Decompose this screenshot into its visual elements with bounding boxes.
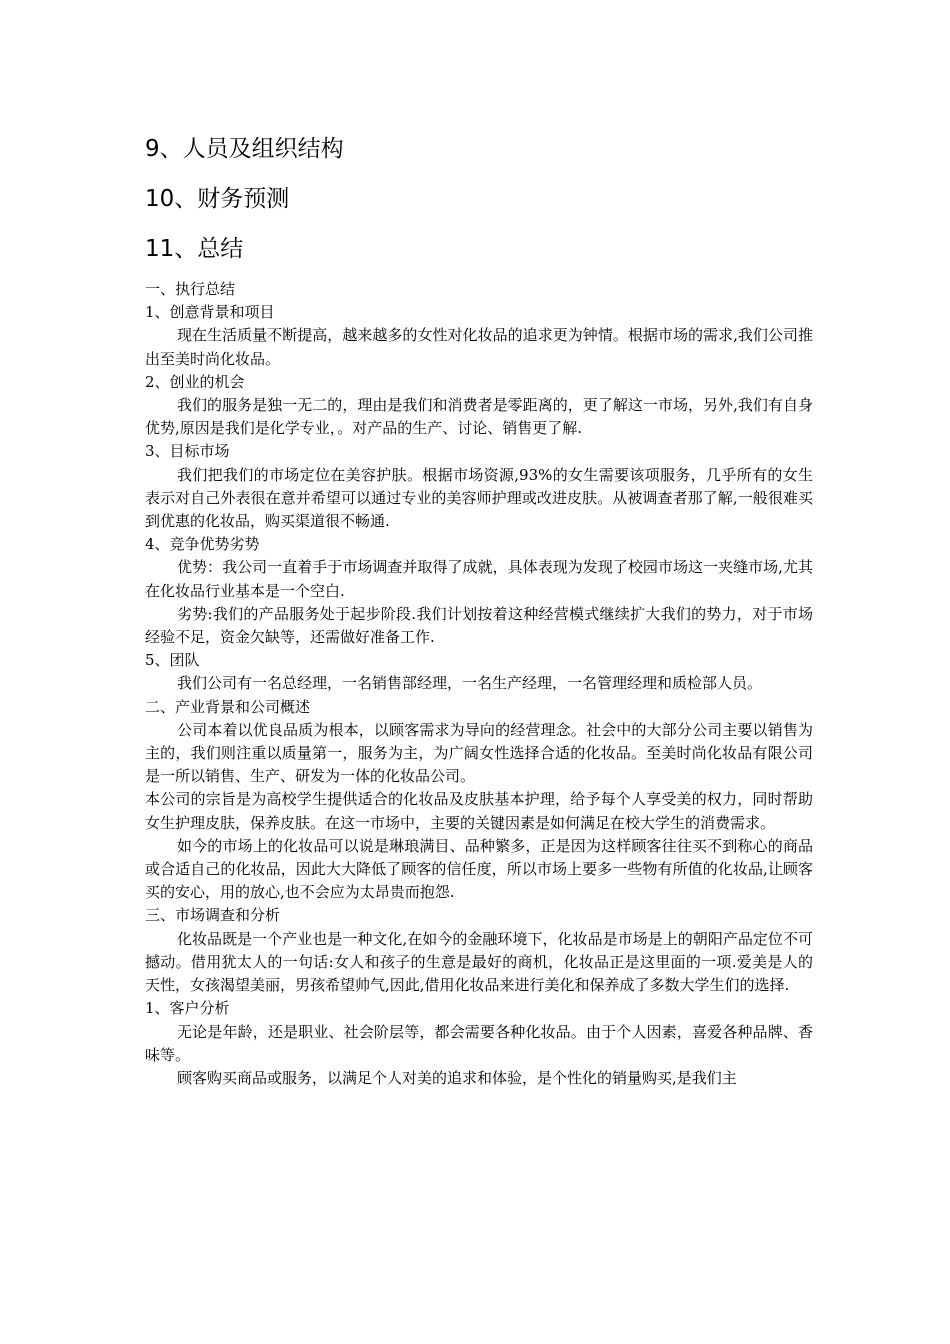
paragraph: 公司本着以优良品质为根本，以顾客需求为导向的经营理念。社会中的大部分公司主要以销售为主的，我们则注重以质量第一，服务为主，为广阔女性选择合适的化妆品。至美时尚化妆品有限公司是一所以销售、生产、研发为一体的化妆品公司。	[145, 720, 813, 786]
subsection-competitive-strengths-weaknesses: 4、竞争优势劣势	[145, 535, 260, 554]
heading-summary: 11、总结	[145, 236, 244, 262]
paragraph: 如今的市场上的化妆品可以说是琳琅满目、品种繁多，正是因为这样顾客往往买不到称心的商品或合适自己的化妆品，因此大大降低了顾客的信任度，所以市场上要多一些物有所值的化妆品,让顾客买的安心，用的放心,也不会应为太昂贵而抱怨.	[145, 836, 813, 902]
section-industry-background: 二、产业背景和公司概述	[145, 697, 311, 716]
subsection-business-opportunity: 2、创业的机会	[145, 372, 245, 391]
section-market-research: 三、市场调查和分析	[145, 906, 281, 925]
paragraph: 优势：我公司一直着手于市场调查并取得了成就，具体表现为发现了校园市场这一夹缝市场,尤其在化妆品行业基本是一个空白.	[145, 558, 813, 600]
paragraph: 我们的服务是独一无二的，理由是我们和消费者是零距离的，更了解这一市场，另外,我们有自身优势,原因是我们是化学专业，。对产品的生产、讨论、销售更了解.	[145, 396, 813, 438]
paragraph: 无论是年龄，还是职业、社会阶层等，都会需要各种化妆品。由于个人因素，喜爱各种品牌、香味等。	[145, 1022, 813, 1064]
heading-financial-forecast: 10、财务预测	[145, 186, 290, 212]
paragraph: 我们把我们的市场定位在美容护肤。根据市场资源,93%的女生需要该项服务，几乎所有的女生表示对自己外表很在意并希望可以通过专业的美容师护理或改进皮肤。从被调查者那了解,一般很难买到优惠的化妆品，购买渠道很不畅通.	[145, 465, 813, 531]
subsection-team: 5、团队	[145, 651, 200, 670]
heading-personnel-organization: 9、人员及组织结构	[145, 136, 344, 162]
section-executive-summary: 一、执行总结	[145, 280, 236, 298]
subsection-target-market: 3、目标市场	[145, 442, 230, 461]
document-page	[145, 132, 813, 1090]
paragraph: 现在生活质量不断提高，越来越多的女性对化妆品的追求更为钟情。根据市场的需求,我们公司推出至美时尚化妆品。	[145, 326, 813, 368]
paragraph: 劣势:我们的产品服务处于起步阶段.我们计划按着这种经营模式继续扩大我们的势力，对于市场经验不足，资金欠缺等，还需做好准备工作.	[145, 604, 813, 647]
paragraph: 我们公司有一名总经理，一名销售部经理，一名生产经理，一名管理经理和质检部人员。	[177, 674, 763, 693]
paragraph: 化妆品既是一个产业也是一种文化,在如今的金融环境下，化妆品是市场是上的朝阳产品定位不可撼动。借用犹太人的一句话:女人和孩子的生意是最好的商机，化妆品正是这里面的一项.爱美是人的天性，女孩渴望美丽，男孩希望帅气,因此,借用化妆品来进行美化和保养成了多数大学生们的选择.	[145, 929, 813, 995]
document-body	[145, 278, 813, 1090]
subsection-customer-analysis: 1、客户分析	[145, 999, 230, 1018]
paragraph: 顾客购买商品或服务，以满足个人对美的追求和体验，是个性化的销量购买,是我们主	[177, 1068, 737, 1087]
paragraph: 本公司的宗旨是为高校学生提供适合的化妆品及皮肤基本护理，给予每个人享受美的权力，同时帮助女生护理皮肤，保养皮肤。在这一市场中，主要的关键因素是如何满足在校大学生的消费需求。	[145, 790, 813, 832]
subsection-creative-background: 1、创意背景和项目	[145, 303, 275, 322]
